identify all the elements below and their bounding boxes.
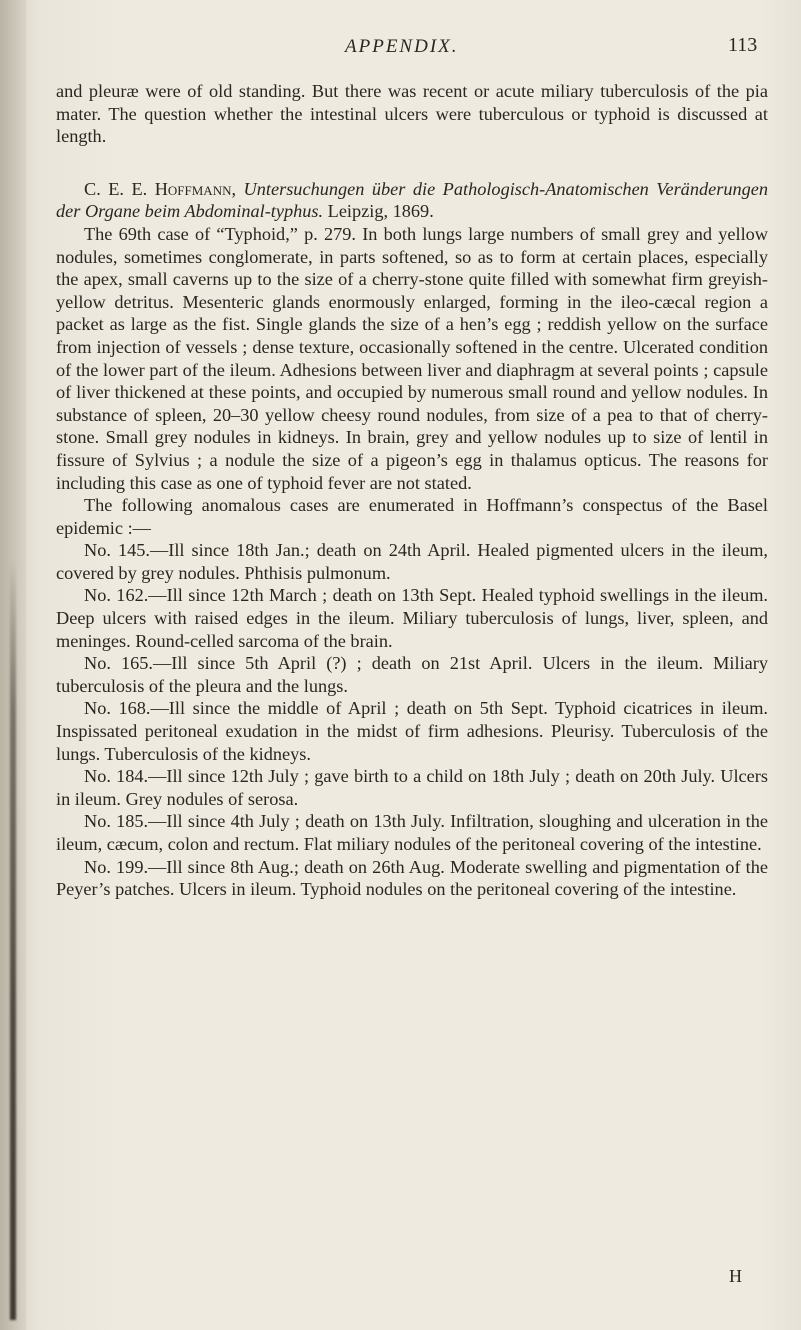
paragraph-text: No. 199.—Ill since 8th Aug.; death on 26th Aug. Moderate swelling and pigmentation of the Peyer’s patches. Ulcers in ileum. Typhoid nodules on the peritoneal covering of the intestine. (56, 856, 768, 900)
paragraph-text: and pleuræ were of old standing. But there was recent or acute miliary tuberculosis of the pia mater. The question whether the intestinal ulcers were tuberculous or typhoid is discussed at length. (56, 81, 768, 147)
page-header (0, 30, 801, 60)
paragraph-text: No. 162.—Ill since 12th March ; death on 13th Sept. Healed typhoid swellings in the ileum. Deep ulcers with raised edges in the ileum. Miliary tuberculosis of lungs, liver, spleen, and meninges. Round-celled sarcoma of the brain. (56, 585, 768, 651)
reference-entry (56, 178, 768, 223)
reference-title: Untersuchungen über die Pathologisch-Anatomischen Veränderungen der Organe beim Abdominal-typhus. (56, 178, 769, 222)
reference-place: Leipzig, 1869. (327, 201, 434, 222)
paragraph-continuation (56, 80, 768, 148)
paragraph-text: No. 145.—Ill since 18th Jan.; death on 24th April. Healed pigmented ulcers in the ileum, covered by grey nodules. Phthisis pulmonum. (56, 540, 768, 583)
cases-intro (56, 494, 768, 539)
paragraph-text: The 69th case of “Typhoid,” p. 279. In both lungs large numbers of small grey and yellow nodules, sometimes conglomerate, in parts softened, so as to form at certain places, especially the apex, small caverns up to the size of a cherry-stone quite filled with somewhat firm greyish-yellow detritus. Mesenteric glands enormously enlarged, forming in the ileo-cæcal region a packet as large as the fist. Single glands the size of a hen’s egg ; reddish yellow on the surface from injection of vessels ; dense texture, occasionally softened in the centre. Ulcerated condition of the lower part of the ileum. Adhesions between liver and diaphragm at several points ; capsule of liver thickened at these points, and occupied by numerous small round and yellow nodules. In substance of spleen, 20–30 yellow cheesy round nodules, from size of a pea to that of cherry-stone. Small grey nodules in kidneys. In brain, grey and yellow nodules up to size of lentil in fissure of Sylvius ; a nodule the size of a pigeon’s egg in thalamus opticus. The reasons for including this case as one of typhoid fever are not stated. (56, 223, 768, 493)
page-gutter (0, 0, 26, 1330)
case-185 (56, 810, 768, 855)
case-184 (56, 765, 768, 810)
case-description (56, 223, 768, 494)
paragraph-text: The following anomalous cases are enumerated in Hoffmann’s conspectus of the Basel epidemic :— (56, 495, 768, 538)
body-text (56, 80, 768, 901)
running-head: APPENDIX. (345, 36, 459, 57)
paragraph-text: No. 185.—Ill since 4th July ; death on 13th July. Infiltration, sloughing and ulceration in the ileum, cæcum, colon and rectum. Flat miliary nodules of the peritoneal covering of the intestine. (56, 811, 768, 854)
case-199 (56, 856, 768, 901)
signature-mark: H (729, 1266, 742, 1286)
section-gap (56, 148, 768, 178)
paragraph-text: No. 168.—Ill since the middle of April ; death on 5th Sept. Typhoid cicatrices in ileum. Inspissated peritoneal exudation in the midst of firm adhesions. Pleurisy. Tuberculosis of the lungs. Tuberculosis of the kidneys. (56, 698, 768, 764)
case-145 (56, 539, 768, 584)
case-165 (56, 652, 768, 697)
paragraph-text: No. 165.—Ill since 5th April (?) ; death on 21st April. Ulcers in the ileum. Miliary tuberculosis of the pleura and the lungs. (56, 653, 768, 696)
gutter-shadow (10, 560, 16, 1320)
case-162 (56, 584, 768, 652)
case-168 (56, 697, 768, 765)
page-number: 113 (728, 34, 758, 56)
reference-author: C. E. E. Hoffmann, (84, 178, 237, 199)
paragraph-text: No. 184.—Ill since 12th July ; gave birth to a child on 18th July ; death on 20th July. Ulcers in ileum. Grey nodules of serosa. (56, 766, 768, 809)
